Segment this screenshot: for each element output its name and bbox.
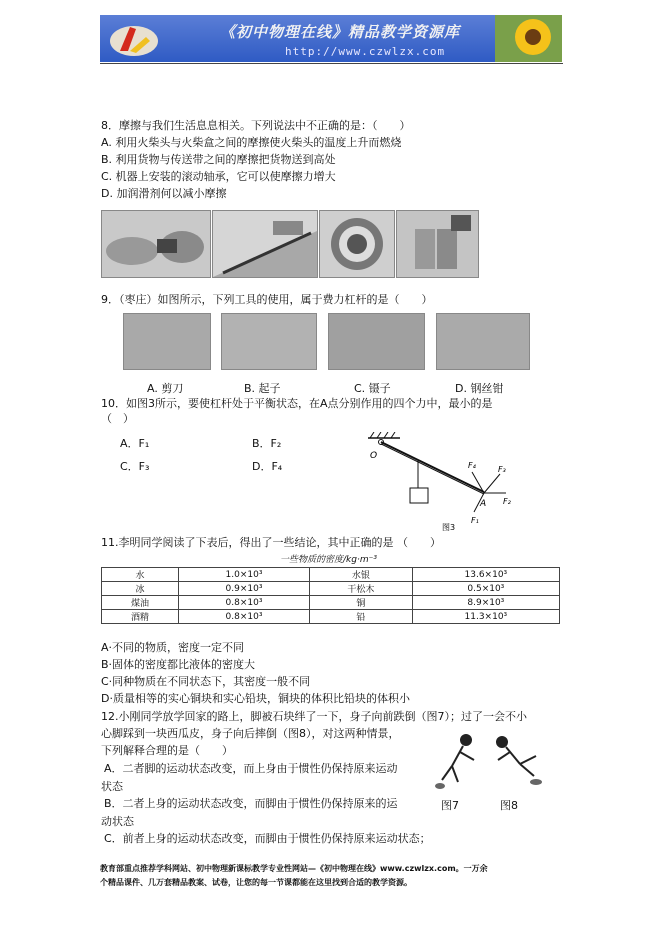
table-cell: 0.8×10³	[179, 596, 310, 610]
banner-title: 《初中物理在线》精品教学资源库	[220, 23, 461, 41]
q12-option-c: C．前者上身的运动状态改变，而脚由于惯性仍保持原来运动状态；	[104, 832, 431, 845]
q8-image-hinge	[396, 210, 479, 278]
q9-image-tweezers	[328, 313, 425, 370]
table-row	[102, 568, 560, 582]
q10-option-b: B．F₂	[252, 437, 282, 450]
q12-option-b-cont: 动状态	[101, 815, 134, 828]
q12-option-a: A．二者脚的运动状态改变，而上身由于惯性仍保持原来运动	[104, 762, 398, 775]
footer-line2: 个精品课件、几万套精品教案、试卷，让您的每一节课都能在这里找到合适的教学资源。	[100, 878, 412, 887]
q10-label-f3: F₃	[498, 465, 506, 474]
q9-image-scissors	[123, 313, 211, 370]
q10-option-d: D．F₄	[252, 460, 283, 473]
q10-label-f2: F₂	[503, 497, 511, 506]
q10-option-a: A．F₁	[120, 437, 150, 450]
q10-label-o: O	[370, 451, 378, 461]
table-cell: 1.0×10³	[179, 568, 310, 582]
sunflower-icon	[495, 15, 562, 62]
table-cell: 水	[102, 568, 179, 582]
q9-stem: 9．（枣庄）如图所示，下列工具的使用，属于费力杠杆的是（ ）	[101, 293, 433, 306]
table-cell: 13.6×10³	[412, 568, 559, 582]
q9-caption-a: A. 剪刀	[147, 382, 184, 395]
table-cell: 0.5×10³	[412, 582, 559, 596]
q8-image-conveyor	[212, 210, 318, 278]
table-cell: 酒精	[102, 610, 179, 624]
q9-caption-b: B. 起子	[244, 382, 281, 395]
q11-option-b: B·固体的密度都比液体的密度大	[101, 658, 256, 671]
q12-option-b: B．二者上身的运动状态改变，而脚由于惯性仍保持原来的运	[104, 797, 398, 810]
q8-option-c: C. 机器上安装的滚动轴承，它可以使摩擦力增大	[101, 170, 336, 183]
q8-option-d: D. 加润滑剂何以减小摩擦	[101, 187, 227, 200]
q9-image-pliers	[436, 313, 530, 370]
table-cell: 煤油	[102, 596, 179, 610]
footer-line1: 教育部重点推荐学科网站、初中物理新课标教学专业性网站—《初中物理在线》www.czwlzx.com。一万余	[100, 864, 488, 873]
fig8-slipping-icon	[490, 732, 550, 794]
banner-url[interactable]: http://www.czwlzx.com	[285, 45, 446, 58]
q10-stem-paren: （ ）	[101, 412, 134, 425]
q12-stem-line1: 12.小刚同学放学回家的路上，脚被石块绊了一下，身子向前跌倒（图7）；过了一会不小	[101, 710, 527, 723]
density-table	[101, 567, 560, 624]
header-banner	[100, 15, 562, 62]
q12-stem-line2: 心脚踩到一块西瓜皮，身子向后摔倒（图8），对这两种情景，	[101, 727, 400, 740]
fig7-caption: 图7	[441, 799, 459, 812]
q10-label-f1: F₁	[471, 516, 479, 525]
header-rule	[100, 63, 563, 64]
table-cell: 铅	[309, 610, 412, 624]
q10-label-f4: F₄	[468, 461, 476, 470]
q10-option-c: C．F₃	[120, 460, 150, 473]
q8-stem: 8．摩擦与我们生活息息相关。下列说法中不正确的是：（ ）	[101, 119, 411, 132]
table-cell: 铜	[309, 596, 412, 610]
table-row	[102, 582, 560, 596]
q12-stem-line3: 下列解释合理的是（ ）	[101, 744, 233, 757]
q10-stem: 10．如图3所示，要使杠杆处于平衡状态，在A点分别作用的四个力中，最小的是	[101, 397, 493, 410]
q8-image-bearing	[319, 210, 395, 278]
table-row	[102, 596, 560, 610]
table-cell: 8.9×10³	[412, 596, 559, 610]
q10-fig-caption: 图3	[442, 523, 456, 532]
table-cell: 冰	[102, 582, 179, 596]
q11-option-d: D·质量相等的实心铜块和实心铅块，铜块的体积比铅块的体积小	[101, 692, 410, 705]
table-cell: 干松木	[309, 582, 412, 596]
q9-caption-d: D. 钢丝钳	[455, 382, 504, 395]
table-cell: 0.8×10³	[179, 610, 310, 624]
q9-image-bottle-opener	[221, 313, 317, 370]
q12-option-a-cont: 状态	[101, 780, 123, 793]
q11-option-c: C·同种物质在不同状态下，其密度一般不同	[101, 675, 311, 688]
table-cell: 0.9×10³	[179, 582, 310, 596]
density-table-title: 一些物质的密度/kg·m⁻³	[280, 555, 377, 565]
q8-option-a: A. 利用火柴头与火柴盒之间的摩擦使火柴头的温度上升而燃烧	[101, 136, 402, 149]
q11-stem: 11.李明同学阅读了下表后，得出了一些结论，其中正确的是 （ ）	[101, 536, 441, 549]
q11-option-a: A·不同的物质，密度一定不同	[101, 641, 245, 654]
fig8-caption: 图8	[500, 799, 518, 812]
q10-label-a: A	[480, 499, 487, 509]
q10-lever-figure	[360, 432, 530, 532]
q9-caption-c: C. 镊子	[354, 382, 391, 395]
q8-image-match	[101, 210, 211, 278]
table-cell: 水银	[309, 568, 412, 582]
logo-icon	[106, 19, 166, 59]
fig7-tripping-icon	[430, 732, 480, 794]
table-cell: 11.3×10³	[412, 610, 559, 624]
q8-option-b: B. 利用货物与传送带之间的摩擦把货物送到高处	[101, 153, 336, 166]
table-row	[102, 610, 560, 624]
